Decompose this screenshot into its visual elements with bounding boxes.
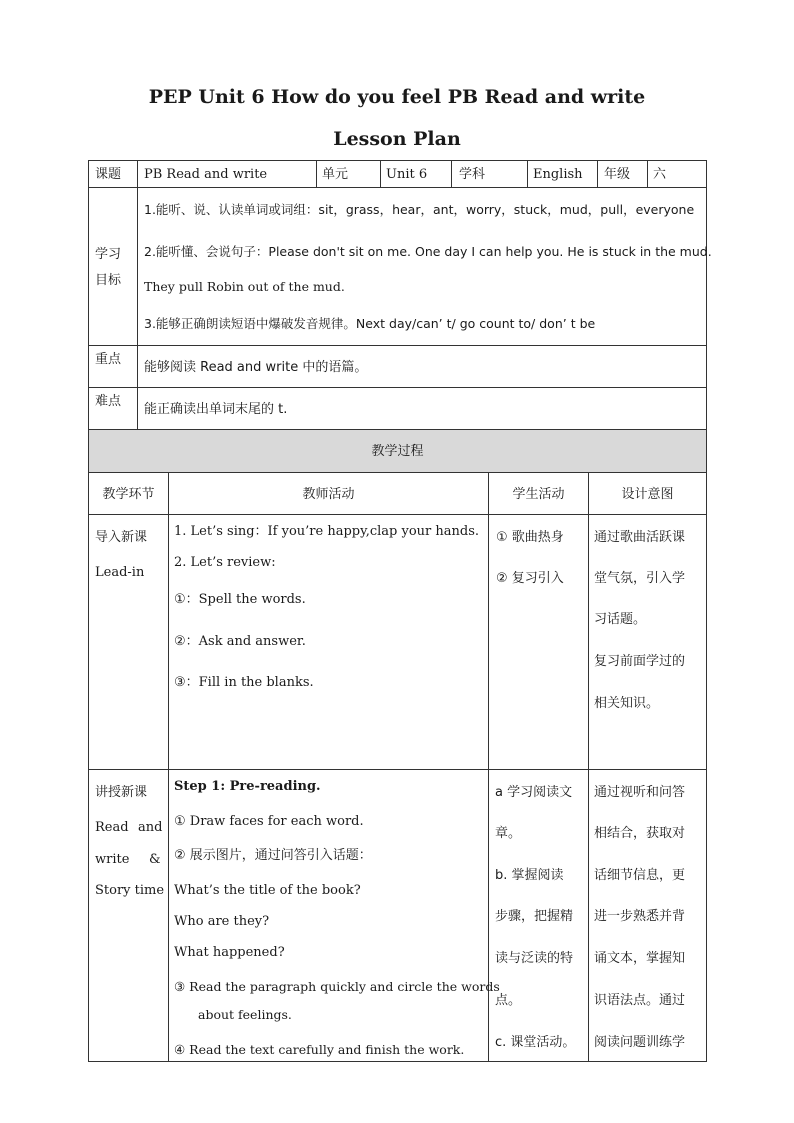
newlesson-stage-write: write <box>95 852 130 867</box>
col-intent-header: 设计意图 <box>621 487 674 502</box>
leadin-teacher-line4: ②：Ask and answer. <box>174 634 306 649</box>
newlesson-teacher-line5: What happened? <box>174 945 285 960</box>
leadin-intent-line2: 堂气氛，引入学 <box>594 571 686 586</box>
subject-value: English <box>533 167 583 182</box>
objective-3: 3.能够正确朗读短语中爆破发音规律。Next day/can’ t/ go count to/ don’ t be <box>144 316 596 331</box>
newlesson-teacher-line1: ① Draw faces for each word. <box>174 814 364 829</box>
newlesson-student-line2: 章。 <box>495 826 522 841</box>
process-header: 教学过程 <box>371 444 424 459</box>
key-point-text: 能够阅读 Read and write 中的语篇。 <box>144 360 368 375</box>
document-title: PEP Unit 6 How do you feel PB Read and write <box>148 86 646 108</box>
difficulty-text: 能正确读出单词末尾的 t. <box>144 402 288 417</box>
objective-2-continued: They pull Robin out of the mud. <box>144 279 345 294</box>
subject-label: 学科 <box>459 167 486 182</box>
objective-2: 2.能听懂、会说句子：Please don't sit on me. One day I can help you. He is stuck in the mud. <box>144 244 712 259</box>
leadin-stage-en: Lead-in <box>95 565 145 580</box>
unit-value: Unit 6 <box>386 167 428 182</box>
newlesson-teacher-line4: Who are they? <box>174 914 270 929</box>
leadin-teacher-line2: 2. Let’s review: <box>174 555 276 570</box>
key-point-label: 重点 <box>95 352 122 367</box>
newlesson-stage-cn: 讲授新课 <box>95 785 148 800</box>
newlesson-teacher-line7: about feelings. <box>198 1007 292 1022</box>
document-subtitle: Lesson Plan <box>333 128 461 150</box>
newlesson-teacher-line8: ④ Read the text carefully and finish the work. <box>174 1042 465 1057</box>
objectives-label-line1: 学习 <box>95 247 122 262</box>
leadin-intent-line1: 通过歌曲活跃课 <box>594 530 686 545</box>
newlesson-intent-line7: 阅读问题训练学 <box>594 1035 686 1050</box>
leadin-intent-line4: 复习前面学过的 <box>594 654 686 669</box>
unit-label: 单元 <box>322 167 349 182</box>
leadin-student-line2: ② 复习引入 <box>496 571 564 586</box>
newlesson-stage-storytime: Story time <box>95 883 165 898</box>
newlesson-stage-cell <box>88 769 169 1062</box>
leadin-student-cell <box>488 514 589 770</box>
newlesson-student-line4: 步骤，把握精 <box>495 909 574 924</box>
leadin-teacher-line1: 1. Let’s sing：If you’re happy,clap your hands. <box>174 524 480 539</box>
newlesson-intent-line6: 识语法点。通过 <box>594 993 686 1008</box>
leadin-intent-line3: 习话题。 <box>594 612 647 627</box>
newlesson-intent-line4: 进一步熟悉并背 <box>594 909 686 924</box>
grade-value: 六 <box>653 167 667 182</box>
newlesson-student-line7: c. 课堂活动。 <box>495 1035 576 1050</box>
col-stage-header: 教学环节 <box>102 487 155 502</box>
newlesson-teacher-line2: ② 展示图片，通过问答引入话题： <box>174 848 372 863</box>
newlesson-stage-amp: & <box>149 852 161 867</box>
newlesson-intent-line5: 诵文本，掌握知 <box>594 951 686 966</box>
leadin-stage-cn: 导入新课 <box>95 530 148 545</box>
grade-label: 年级 <box>604 167 631 182</box>
objectives-label-cell <box>88 187 138 346</box>
leadin-student-line1: ① 歌曲热身 <box>496 530 564 545</box>
leadin-teacher-line5: ③：Fill in the blanks. <box>174 675 314 690</box>
leadin-intent-line5: 相关知识。 <box>594 696 660 711</box>
newlesson-stage-read: Read <box>95 820 129 835</box>
topic-value: PB Read and write <box>144 167 268 182</box>
objective-1: 1.能听、说、认读单词或词组：sit，grass，hear，ant，worry，stuck，mud，pull，everyone <box>144 202 695 217</box>
leadin-intent-cell <box>588 514 707 770</box>
leadin-teacher-line3: ①：Spell the words. <box>174 592 306 607</box>
newlesson-student-line1: a 学习阅读文 <box>495 785 573 800</box>
newlesson-intent-line1: 通过视听和问答 <box>594 785 686 800</box>
col-student-header: 学生活动 <box>512 487 565 502</box>
col-teacher-header: 教师活动 <box>302 487 355 502</box>
objectives-label-line2: 目标 <box>95 273 122 288</box>
newlesson-teacher-line6: ③ Read the paragraph quickly and circle the words <box>174 979 500 994</box>
newlesson-stage-and: and <box>138 820 163 835</box>
newlesson-student-line5: 读与泛读的特 <box>495 951 574 966</box>
newlesson-student-line3: b. 掌握阅读 <box>495 868 564 883</box>
newlesson-intent-line2: 相结合，获取对 <box>594 826 686 841</box>
newlesson-intent-line3: 话细节信息，更 <box>594 868 686 883</box>
newlesson-student-line6: 点。 <box>495 993 522 1008</box>
newlesson-teacher-line3: What’s the title of the book? <box>174 883 361 898</box>
topic-label: 课题 <box>95 167 122 182</box>
difficulty-label: 难点 <box>95 394 122 409</box>
newlesson-step-heading: Step 1: Pre-reading. <box>174 779 321 794</box>
leadin-stage-cell <box>88 514 169 770</box>
